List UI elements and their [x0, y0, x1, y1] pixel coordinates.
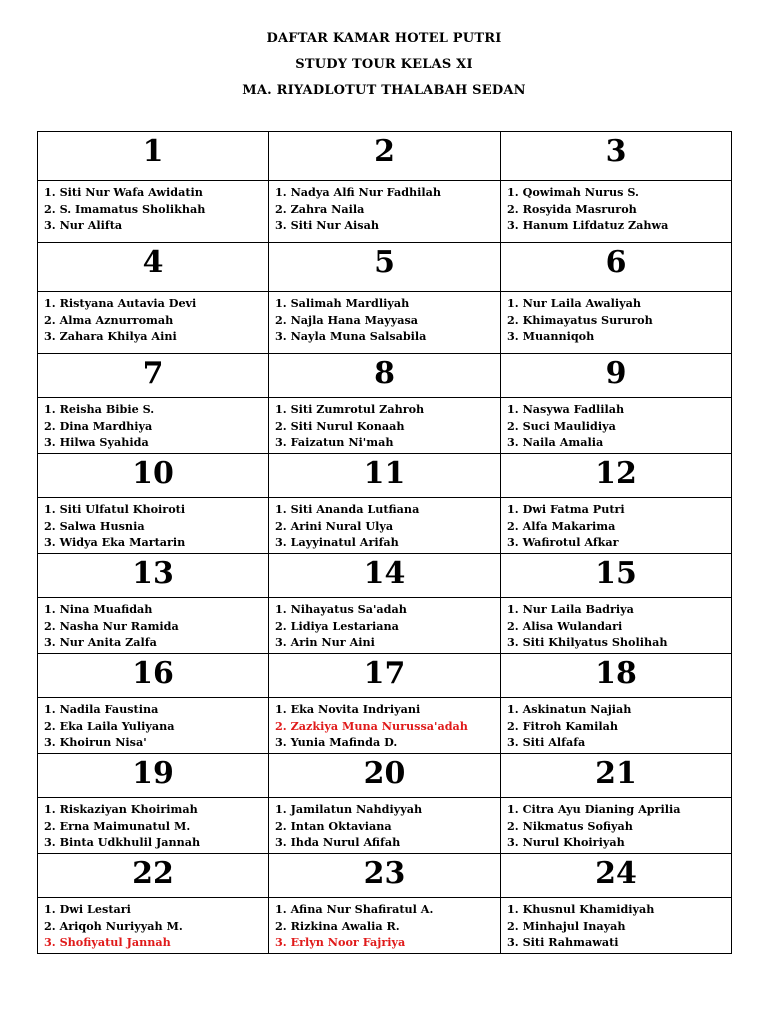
room-occupants: [269, 798, 501, 854]
occupant-name: 3. Muanniqoh: [507, 329, 595, 344]
room-number: 5: [269, 243, 501, 292]
room-number: 3: [501, 132, 732, 181]
occupant-name: 1. Salimah Mardliyah: [275, 296, 410, 310]
occupant-name: 1. Siti Ananda Lutfiana: [275, 502, 420, 516]
room-number: 6: [501, 243, 732, 292]
occupant-name: 1. Nadila Faustina: [44, 702, 159, 716]
room-number: 12: [501, 454, 732, 498]
occupant-name: 2. Rizkina Awalia R.: [275, 918, 400, 933]
occupant-name: 3. Siti Khilyatus Sholihah: [507, 635, 668, 650]
occupant-name: 2. Zahra Naila: [275, 201, 365, 216]
room-occupants: [38, 698, 269, 754]
occupant-name: 3. Nayla Muna Salsabila: [275, 329, 427, 344]
occupant-name: 3. Hilwa Syahida: [44, 435, 149, 450]
occupant-name: 2. Rosyida Masruroh: [507, 201, 637, 216]
occupant-name: 2. Salwa Husnia: [44, 518, 145, 533]
room-occupants: [501, 698, 732, 754]
occupant-name: 1. Khusnul Khamidiyah: [507, 902, 655, 916]
occupant-name: 3. Zahara Khilya Aini: [44, 329, 177, 344]
room-number: 9: [501, 354, 732, 398]
occupant-name: 3. Wafirotul Afkar: [507, 535, 619, 550]
occupant-name: 1. Reisha Bibie S.: [44, 402, 155, 416]
room-number: 24: [501, 854, 732, 898]
room-occupants: [38, 598, 269, 654]
room-number: 15: [501, 554, 732, 598]
room-number: 8: [269, 354, 501, 398]
occupant-name: 3. Siti Alfafa: [507, 735, 586, 750]
occupant-name: 2. Alfa Makarima: [507, 518, 616, 533]
occupant-name: 1. Nasywa Fadlilah: [507, 402, 625, 416]
occupant-name: 1. Dwi Lestari: [44, 902, 131, 916]
occupant-name: 2. Alma Aznurromah: [44, 312, 174, 327]
room-occupants: [501, 598, 732, 654]
occupant-name-highlighted: 3. Shofiyatul Jannah: [44, 935, 171, 950]
occupant-name-highlighted: 3. Erlyn Noor Fajriya: [275, 935, 406, 950]
room-number: 21: [501, 754, 732, 798]
room-number: 4: [38, 243, 269, 292]
occupant-name: 2. Ariqoh Nuriyyah M.: [44, 918, 183, 933]
occupant-name: 3. Siti Rahmawati: [507, 935, 619, 950]
room-occupants: [501, 898, 732, 954]
room-occupants: [501, 292, 732, 354]
occupant-name: 1. Askinatun Najiah: [507, 702, 632, 716]
occupant-name: 2. Minhajul Inayah: [507, 918, 626, 933]
document-header: [0, 28, 768, 106]
room-occupants: [269, 898, 501, 954]
room-table: [37, 131, 732, 954]
room-number: 23: [269, 854, 501, 898]
room-number: 1: [38, 132, 269, 181]
occupant-name: 2. Arini Nural Ulya: [275, 518, 394, 533]
occupant-name: 1. Jamilatun Nahdiyyah: [275, 802, 423, 816]
room-number: 17: [269, 654, 501, 698]
occupant-name: 3. Nur Anita Zalfa: [44, 635, 157, 650]
occupant-name: 3. Faizatun Ni'mah: [275, 435, 394, 450]
occupant-name: 3. Nurul Khoiriyah: [507, 835, 625, 850]
room-number: 7: [38, 354, 269, 398]
room-occupants: [501, 398, 732, 454]
room-number: 10: [38, 454, 269, 498]
room-number: 19: [38, 754, 269, 798]
room-occupants: [501, 181, 732, 243]
room-number: 11: [269, 454, 501, 498]
occupant-name: 3. Hanum Lifdatuz Zahwa: [507, 218, 669, 233]
occupant-name: 2. Dina Mardhiya: [44, 418, 153, 433]
room-number: 18: [501, 654, 732, 698]
occupant-name: 3. Nur Alifta: [44, 218, 123, 233]
occupant-name: 2. Intan Oktaviana: [275, 818, 392, 833]
occupant-name: 2. Fitroh Kamilah: [507, 718, 619, 733]
occupant-name: 3. Layyinatul Arifah: [275, 535, 399, 550]
occupant-name: 3. Naila Amalia: [507, 435, 604, 450]
room-occupants: [38, 898, 269, 954]
occupant-name: 1. Nadya Alfi Nur Fadhilah: [275, 185, 442, 199]
room-occupants: [269, 398, 501, 454]
room-occupants: [38, 292, 269, 354]
occupant-name: 3. Ihda Nurul Afifah: [275, 835, 401, 850]
occupant-name: 2. Nasha Nur Ramida: [44, 618, 179, 633]
occupant-name: 3. Khoirun Nisa': [44, 735, 147, 750]
occupant-name: 2. Siti Nurul Konaah: [275, 418, 405, 433]
occupant-name: 3. Yunia Mafinda D.: [275, 735, 398, 750]
room-occupants: [501, 498, 732, 554]
room-occupants: [501, 798, 732, 854]
occupant-name: 2. Erna Maimunatul M.: [44, 818, 191, 833]
room-occupants: [269, 292, 501, 354]
occupant-name: 3. Siti Nur Aisah: [275, 218, 379, 233]
room-number: 13: [38, 554, 269, 598]
room-occupants: [269, 498, 501, 554]
room-occupants: [38, 498, 269, 554]
occupant-name-highlighted: 2. Zazkiya Muna Nurussa'adah: [275, 718, 468, 733]
occupant-name: 1. Siti Nur Wafa Awidatin: [44, 185, 203, 199]
room-occupants: [269, 698, 501, 754]
occupant-name: 1. Nihayatus Sa'adah: [275, 602, 407, 616]
room-occupants: [38, 398, 269, 454]
room-number: 22: [38, 854, 269, 898]
title-line-1: DAFTAR KAMAR HOTEL PUTRI: [266, 31, 502, 46]
room-occupants: [269, 598, 501, 654]
occupant-name: 2. Eka Laila Yuliyana: [44, 718, 175, 733]
room-number: 16: [38, 654, 269, 698]
occupant-name: 1. Afina Nur Shafiratul A.: [275, 902, 434, 916]
occupant-name: 1. Dwi Fatma Putri: [507, 502, 625, 516]
occupant-name: 2. Lidiya Lestariana: [275, 618, 399, 633]
occupant-name: 2. Nikmatus Sofiyah: [507, 818, 633, 833]
occupant-name: 1. Nur Laila Badriya: [507, 602, 634, 616]
occupant-name: 1. Eka Novita Indriyani: [275, 702, 421, 716]
title-line-2: STUDY TOUR KELAS XI: [295, 57, 473, 72]
occupant-name: 1. Qowimah Nurus S.: [507, 185, 639, 199]
occupant-name: 1. Riskaziyan Khoirimah: [44, 802, 198, 816]
occupant-name: 1. Nina Muafidah: [44, 602, 153, 616]
occupant-name: 2. Suci Maulidiya: [507, 418, 616, 433]
occupant-name: 1. Siti Zumrotul Zahroh: [275, 402, 425, 416]
occupant-name: 1. Nur Laila Awaliyah: [507, 296, 641, 310]
room-number: 14: [269, 554, 501, 598]
room-number: 20: [269, 754, 501, 798]
occupant-name: 2. Najla Hana Mayyasa: [275, 312, 419, 327]
occupant-name: 3. Arin Nur Aini: [275, 635, 375, 650]
room-occupants: [269, 181, 501, 243]
occupant-name: 2. Khimayatus Sururoh: [507, 312, 653, 327]
occupant-name: 2. S. Imamatus Sholikhah: [44, 201, 206, 216]
occupant-name: 1. Citra Ayu Dianing Aprilia: [507, 802, 681, 816]
room-number: 2: [269, 132, 501, 181]
occupant-name: 1. Ristyana Autavia Devi: [44, 296, 197, 310]
room-occupants: [38, 798, 269, 854]
occupant-name: 1. Siti Ulfatul Khoiroti: [44, 502, 186, 516]
room-occupants: [38, 181, 269, 243]
title-line-3: MA. RIYADLOTUT THALABAH SEDAN: [242, 83, 526, 98]
occupant-name: 3. Widya Eka Martarin: [44, 535, 186, 550]
occupant-name: 2. Alisa Wulandari: [507, 618, 623, 633]
occupant-name: 3. Binta Udkhulil Jannah: [44, 835, 201, 850]
